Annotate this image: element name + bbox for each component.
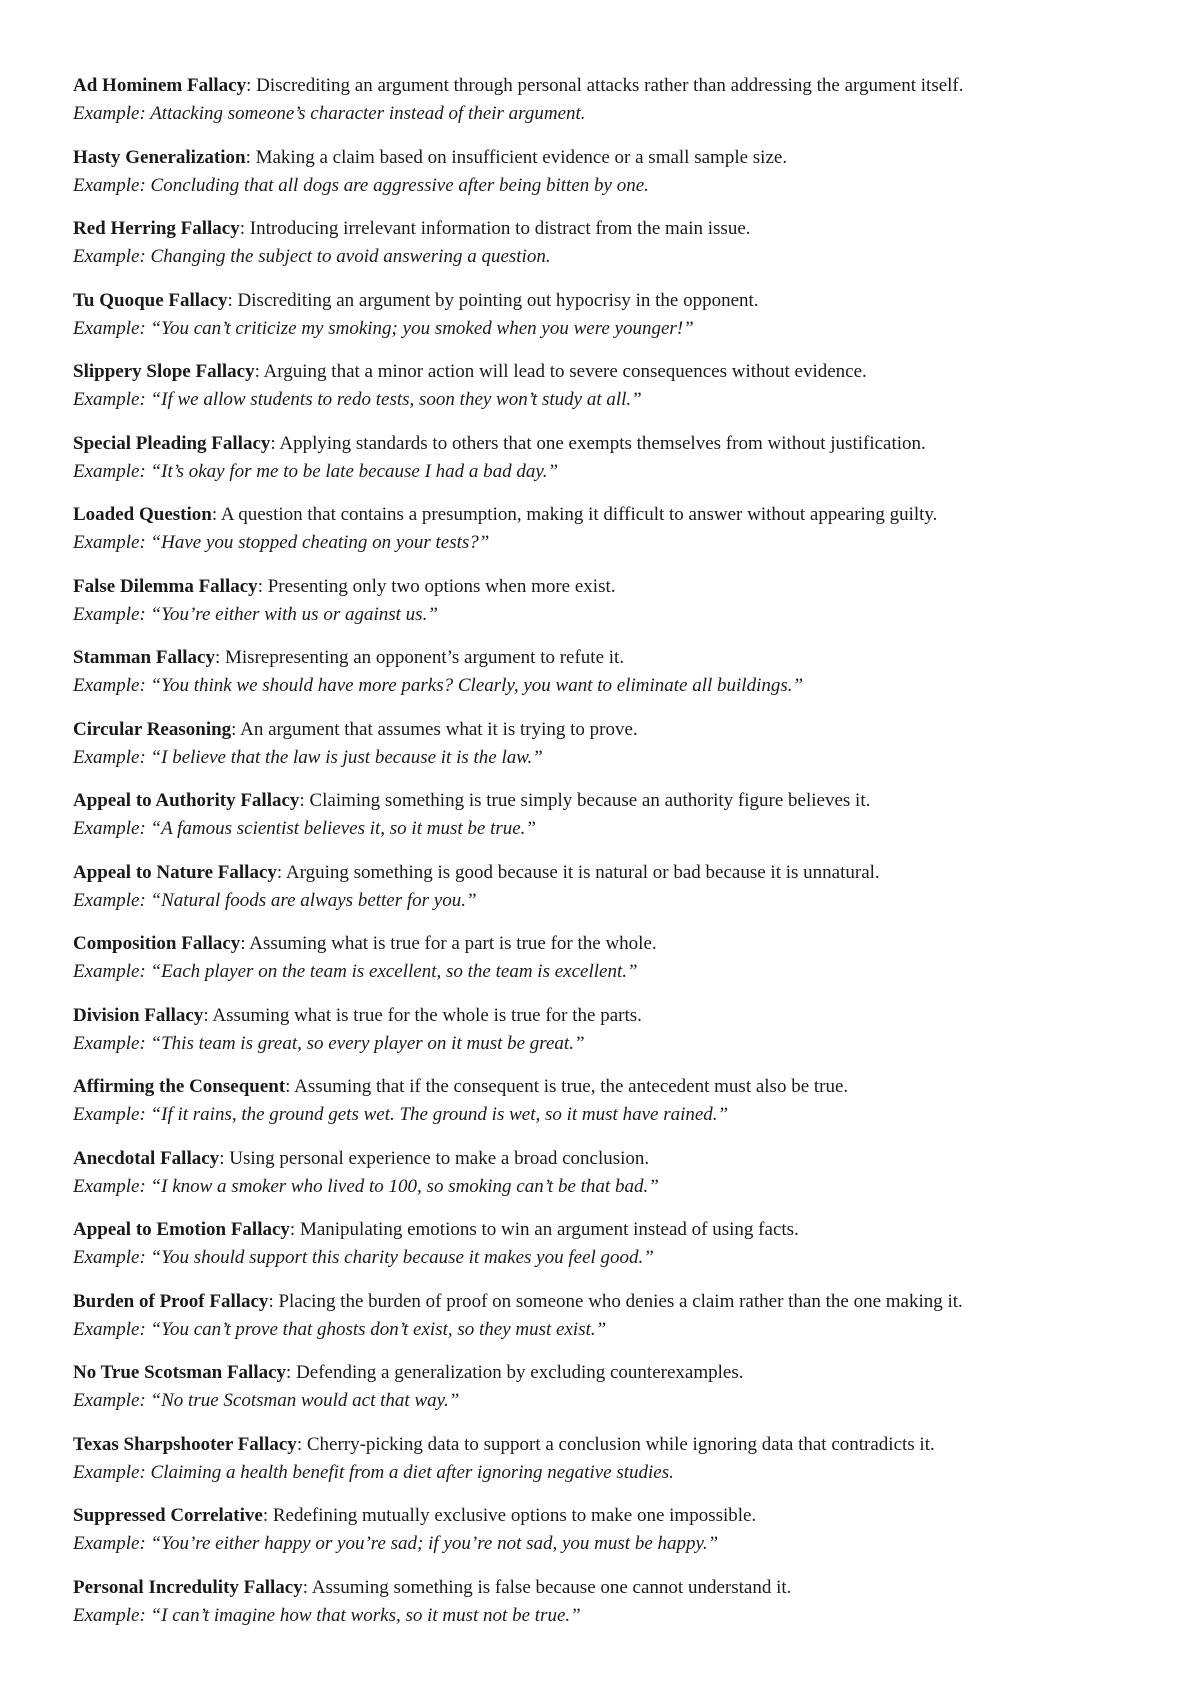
definition-line	[73, 1145, 1173, 1173]
fallacy-definition: : Discrediting an argument by pointing out hypocrisy in the opponent.	[227, 289, 759, 311]
definition-line	[73, 716, 1173, 744]
fallacy-example: Example: “You’re either happy or you’re sad; if you’re not sad, you must be happy.”	[73, 1533, 719, 1554]
definition-line	[73, 1502, 1173, 1530]
definition-line	[73, 1431, 1173, 1459]
fallacy-list	[73, 72, 1173, 1645]
fallacy-example: Example: “I can’t imagine how that works, so it must not be true.”	[73, 1604, 581, 1626]
fallacy-entry	[73, 358, 1173, 430]
definition-line	[73, 358, 1173, 386]
fallacy-definition: : An argument that assumes what it is trying to prove.	[231, 718, 638, 740]
fallacy-entry	[73, 501, 1173, 573]
fallacy-definition: : Assuming that if the consequent is true, the antecedent must also be true.	[285, 1076, 849, 1097]
fallacy-term: Suppressed Correlative	[73, 1505, 263, 1526]
fallacy-example: Example: “You can’t criticize my smoking; you smoked when you were younger!”	[73, 317, 694, 339]
fallacy-example: Example: Concluding that all dogs are aggressive after being bitten by one.	[73, 174, 649, 196]
fallacy-definition: : Applying standards to others that one exempts themselves from without justification.	[270, 432, 926, 454]
fallacy-entry	[73, 1073, 1173, 1145]
definition-line	[73, 1288, 1173, 1316]
fallacy-example: Example: “It’s okay for me to be late because I had a bad day.”	[73, 460, 559, 482]
definition-line	[73, 215, 1173, 243]
fallacy-example: Example: “If it rains, the ground gets wet. The ground is wet, so it must have rained.”	[73, 1104, 729, 1125]
fallacy-definition: : Assuming what is true for the whole is true for the parts.	[203, 1004, 642, 1026]
fallacy-definition: : Defending a generalization by excluding counterexamples.	[286, 1362, 744, 1383]
definition-line	[73, 430, 1173, 458]
fallacy-term: Ad Hominem Fallacy	[73, 75, 247, 96]
fallacy-definition: : Presenting only two options when more exist.	[257, 575, 616, 597]
fallacy-example: Example: “Each player on the team is excellent, so the team is excellent.”	[73, 961, 638, 982]
definition-line	[73, 287, 1173, 315]
fallacy-example: Example: “If we allow students to redo tests, soon they won’t study at all.”	[73, 389, 642, 410]
fallacy-term: Tu Quoque Fallacy	[73, 289, 228, 311]
definition-line	[73, 501, 1173, 529]
definition-line	[73, 1216, 1173, 1244]
fallacy-term: Texas Sharpshooter Fallacy	[73, 1433, 297, 1455]
fallacy-entry	[73, 859, 1173, 931]
definition-line	[73, 787, 1173, 815]
fallacy-example: Example: “I believe that the law is just because it is the law.”	[73, 746, 543, 768]
fallacy-entry	[73, 430, 1173, 502]
fallacy-definition: : Claiming something is true simply because an authority figure believes it.	[299, 790, 871, 811]
fallacy-definition: : Placing the burden of proof on someone who denies a claim rather than the one making it.	[268, 1290, 963, 1312]
fallacy-term: Loaded Question	[73, 504, 212, 525]
definition-line	[73, 1359, 1173, 1387]
fallacy-definition: : Discrediting an argument through personal attacks rather than addressing the argument itself.	[246, 75, 964, 96]
fallacy-term: Personal Incredulity Fallacy	[73, 1576, 303, 1598]
fallacy-definition: : Making a claim based on insufficient evidence or a small sample size.	[245, 146, 788, 168]
fallacy-entry	[73, 1216, 1173, 1288]
fallacy-entry	[73, 72, 1173, 144]
fallacy-term: Slippery Slope Fallacy	[73, 361, 255, 382]
fallacy-example: Example: Attacking someone’s character instead of their argument.	[73, 103, 586, 124]
fallacy-definition: : Arguing that a minor action will lead to severe consequences without evidence.	[254, 361, 867, 382]
definition-line	[73, 859, 1173, 887]
fallacy-term: Special Pleading Fallacy	[73, 432, 271, 454]
fallacy-example: Example: “Natural foods are always better for you.”	[73, 889, 477, 911]
fallacy-definition: : Manipulating emotions to win an argument instead of using facts.	[289, 1219, 799, 1240]
fallacy-entry	[73, 930, 1173, 1002]
fallacy-entry	[73, 1431, 1173, 1503]
fallacy-term: Circular Reasoning	[73, 718, 232, 740]
fallacy-example: Example: “Have you stopped cheating on your tests?”	[73, 532, 490, 553]
definition-line	[73, 1574, 1173, 1602]
definition-line	[73, 1073, 1173, 1101]
fallacy-term: Division Fallacy	[73, 1004, 204, 1026]
fallacy-definition: : Using personal experience to make a broad conclusion.	[219, 1147, 650, 1169]
fallacy-term: Stamman Fallacy	[73, 647, 215, 668]
fallacy-example: Example: “A famous scientist believes it, so it must be true.”	[73, 818, 536, 839]
fallacy-entry	[73, 1502, 1173, 1574]
fallacy-definition: : Assuming something is false because one cannot understand it.	[302, 1576, 792, 1598]
fallacy-term: Affirming the Consequent	[73, 1076, 286, 1097]
fallacy-term: Burden of Proof Fallacy	[73, 1290, 269, 1312]
definition-line	[73, 1002, 1173, 1030]
fallacy-example: Example: “I know a smoker who lived to 100, so smoking can’t be that bad.”	[73, 1175, 659, 1197]
fallacy-entry	[73, 215, 1173, 287]
fallacy-entry	[73, 1359, 1173, 1431]
fallacy-entry	[73, 144, 1173, 216]
fallacy-term: No True Scotsman Fallacy	[73, 1362, 287, 1383]
fallacy-example: Example: “This team is great, so every player on it must be great.”	[73, 1032, 585, 1054]
fallacy-entry	[73, 644, 1173, 716]
fallacy-definition: : Redefining mutually exclusive options to make one impossible.	[262, 1505, 757, 1526]
fallacy-definition: : Introducing irrelevant information to distract from the main issue.	[239, 218, 751, 239]
fallacy-term: Anecdotal Fallacy	[73, 1147, 220, 1169]
fallacy-example: Example: “You think we should have more parks? Clearly, you want to eliminate all buildings.”	[73, 675, 804, 696]
fallacy-example: Example: Changing the subject to avoid answering a question.	[73, 246, 551, 267]
fallacy-term: Hasty Generalization	[73, 146, 246, 168]
fallacy-entry	[73, 1574, 1173, 1646]
fallacy-example: Example: “You’re either with us or against us.”	[73, 603, 438, 625]
fallacy-definition: : Arguing something is good because it is natural or bad because it is unnatural.	[276, 861, 880, 883]
fallacy-definition: : A question that contains a presumption, making it difficult to answer without appearing guilty.	[211, 504, 938, 525]
fallacy-example: Example: “You should support this charity because it makes you feel good.”	[73, 1247, 654, 1268]
fallacy-term: Composition Fallacy	[73, 933, 241, 954]
fallacy-definition: : Assuming what is true for a part is true for the whole.	[240, 933, 657, 954]
definition-line	[73, 644, 1173, 672]
fallacy-example: Example: “You can’t prove that ghosts don’t exist, so they must exist.”	[73, 1318, 607, 1340]
fallacy-term: Appeal to Nature Fallacy	[73, 861, 277, 883]
fallacy-term: False Dilemma Fallacy	[73, 575, 258, 597]
fallacy-entry	[73, 1145, 1173, 1217]
fallacy-definition: : Cherry-picking data to support a conclusion while ignoring data that contradicts it.	[296, 1433, 935, 1455]
definition-line	[73, 930, 1173, 958]
fallacy-term: Appeal to Authority Fallacy	[73, 790, 300, 811]
fallacy-entry	[73, 573, 1173, 645]
fallacy-entry	[73, 1288, 1173, 1360]
fallacy-term: Appeal to Emotion Fallacy	[73, 1219, 290, 1240]
fallacy-entry	[73, 716, 1173, 788]
definition-line	[73, 144, 1173, 172]
fallacy-example: Example: “No true Scotsman would act that way.”	[73, 1390, 460, 1411]
fallacy-entry	[73, 287, 1173, 359]
definition-line	[73, 72, 1173, 100]
definition-line	[73, 573, 1173, 601]
fallacy-entry	[73, 787, 1173, 859]
fallacy-term: Red Herring Fallacy	[73, 218, 240, 239]
fallacy-entry	[73, 1002, 1173, 1074]
fallacy-definition: : Misrepresenting an opponent’s argument to refute it.	[214, 647, 625, 668]
fallacy-example: Example: Claiming a health benefit from a diet after ignoring negative studies.	[73, 1461, 674, 1483]
